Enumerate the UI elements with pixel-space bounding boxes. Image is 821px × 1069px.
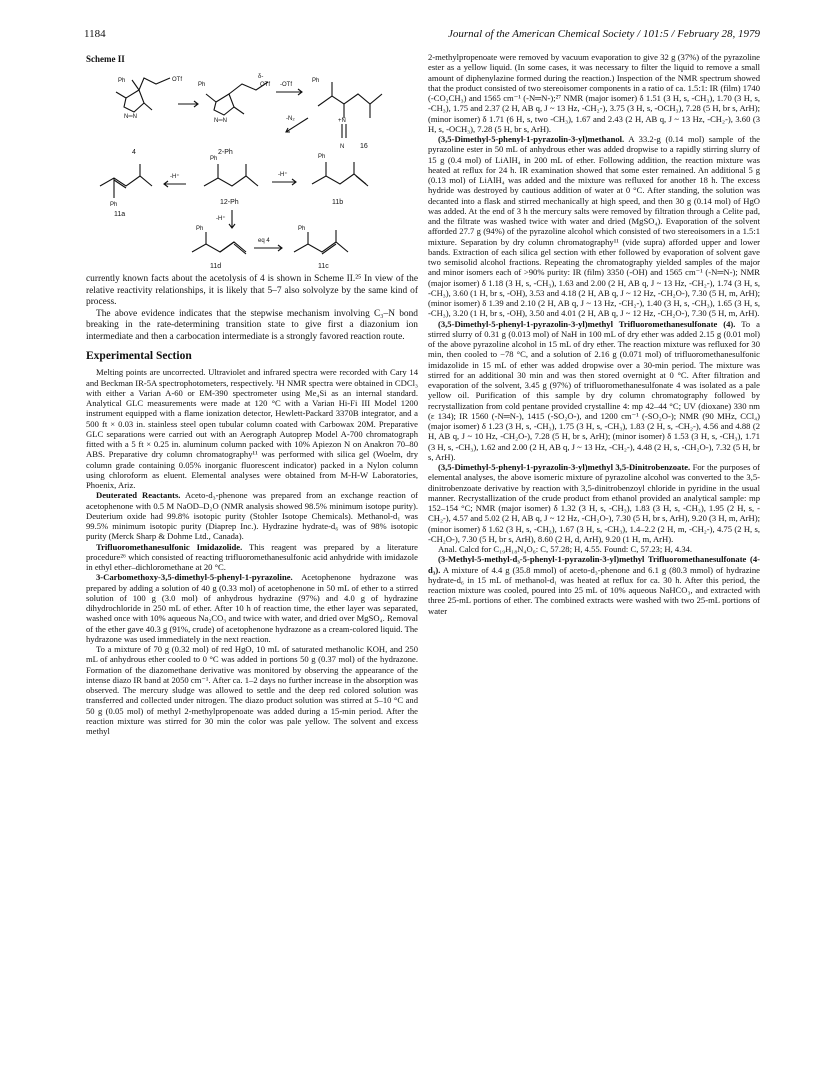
- paragraph-dinitrobenzoate: [428, 462, 760, 544]
- subheading-methanol: (3,5-Dimethyl-5-phenyl-1-pyrazolin-3-yl)methanol.: [438, 134, 625, 144]
- scheme-diagram: [86, 52, 418, 274]
- compound-2ph-structure: [206, 82, 268, 115]
- paragraph-general-methods: Melting points are uncorrected. Ultraviolet and infrared spectra were recorded with Cary 14 and Beckman IR-5A spectrophotometers, respectively. ¹H NMR spectra were obtained in CDCl₃ with either a Varian A-60 or EM-390 spectrometer using Me₄Si as an internal standard. Analytical GLC measurements were made at 120 °C with a Varian Hi-Fi III Model 1200 instrument equipped with a flame ionization detector, Hewlett-Packard 3370B integrator, and a 500 ft × 0.03 in. stainless steel open tubular column coated with Carbowax 20M. Preparative GLC separations were carried out with an Aerograph Autoprep Model A-700 chromatograph fitted with a 5 ft × 0.25 in. aluminum column packed with 10% Apiezon N on Anakron 70–80 ABS. Preparative dry column chromatography¹¹ was performed with silica gel (Woelm, dry column grade containing 0.05% inorganic fluorescent indicator) packed in a Nylon column using chloroform as eluent. Elemental analyses were obtained from M-H-W Laboratories, Phoenix, Ariz.: [86, 367, 418, 490]
- label-minus-h-2: -H⁺: [278, 172, 288, 178]
- compound-11a-structure: [100, 164, 152, 198]
- paragraph-mechanism: The above evidence indicates that the stepwise mechanism involving C₃–N bond breaking in the rate-determining transition state to give first a diazonium ion intermediate and then a carbocation intermediate is a strongly favored reaction route.: [86, 308, 418, 342]
- compound-12ph-structure: [204, 164, 258, 186]
- paragraph-deuterated-reactants: [86, 490, 418, 541]
- compound-11b-structure: [312, 162, 368, 186]
- reaction-scheme: [86, 52, 418, 274]
- paragraph-triflate: [428, 319, 760, 463]
- subheading-imidazolide: Trifluoromethanesulfonic Imidazolide.: [96, 541, 243, 552]
- label-compound-11d: 11d: [210, 263, 222, 270]
- running-header: [84, 28, 760, 44]
- page-number: 1184: [84, 28, 106, 40]
- label-minus-n2: -N₂: [286, 116, 295, 122]
- paragraph-pyrazoline-ester: [86, 572, 418, 644]
- paragraph-scheme-text: currently known facts about the acetolysis of 4 is shown in Scheme II.²⁵ In view of the relative reactivity relationships, it is likely that 5–7 also solvolyze by the same kind of process.: [86, 274, 418, 307]
- label-compound-12ph: 12-Ph: [220, 199, 239, 206]
- section-heading-experimental: Experimental Section: [86, 350, 192, 362]
- label-nn-2: N═N: [214, 118, 227, 124]
- journal-citation: Journal of the American Chemical Society / 101:5 / February 28, 1979: [447, 28, 760, 40]
- text-dinitrobenzoate: For the purposes of elemental analyses, the above isomeric mixture of pyrazoline alcohol was converted to the 3,5-dinitrobenzoate derivative by reaction with 3,5-dinitrobenzoyl chloride in pyridine in the usual manner. Recrystallization of the crude product from ethanol provided an analytical sample: mp 152–154 °C; NMR (major isomer) δ 1.32 (3 H, s, -CH₃), 1.83 (3 H, s, -CH₃), 1.95 (2 H, s, -CH₂-), 4.57 and 5.02 (2 H, AB q, J ~ 12 Hz, -CH₂O-), 7.30 (5 H, br s, ArH), 9.20 (3 H, m, ArH); (minor isomer) δ 1.62 (3 H, s, -CH₃), 1.67 (3 H, s, -CH₃), 1.4–2.2 (2 H, m, -CH₂-), 4.75 (2 H, s, -CH₂O-), 7.30 (5 H, br s, ArH), 8.60 (2 H, d, ArH), 9.20 (1 H, m, ArH).: [428, 462, 760, 544]
- compound-11d-structure: [192, 232, 246, 254]
- label-ph-8: Ph: [298, 226, 306, 232]
- label-otf-1: OTf: [172, 77, 182, 83]
- label-compound-11a: 11a: [114, 211, 126, 218]
- label-n-plus: +N: [338, 118, 346, 124]
- text-methanol: A 33.2-g (0.14 mol) sample of the pyrazoline ester in 50 mL of anhydrous ether was added dropwise to a rapidly stirring slurry of 15 g (0.4 mol) of LiAlH₄ in 200 mL of ether. Following addition, the reaction mixture was heated at reflux for 24 h. IR examination showed that some ester remained. An additional 5 g (0.13 mol) of LiAlH₄ was added and the mixture was refluxed for another 18 h. The excess hydride was destroyed by cautious addition of water at 0 °C. After standing, the solution was decanted into a flask and stirred mechanically at high speed, and then 30 g (0.14 mol) of HgO was added. At the end of 3 h the mercury salts were removed by filtration through a Celite pad, and the filtrate was washed twice with water and dried (MgSO₄). Evaporation of the solvent afforded 27.7 g (94%) of the pyrazoline alcohol which consisted of two stereoisomers in a 1.5:1 mixture. Separation by dry column chromatography¹¹ (vide supra) afforded upper and lower bands. Extraction of each silica gel section with ether followed by evaporation of solvent gave two semisolid alcohol fractions. Repeating the chromatography yielded samples of the major and minor isomers each of >90% purity: IR (film) 3350 (-OH) and 1565 cm⁻¹ (-N═N-); NMR (major isomer) δ 1.18 (3 H, s, -CH₃), 1.63 and 2.00 (2 H, AB q, J ~ 13 Hz, -CH₂-), 1.74 (3 H, s, -CH₃), 3.60 (1 H, br s, -OH), 3.53 and 4.18 (2 H, AB q, J ~ 12 Hz, -CH₂O-), 7.30 (5 H, m, ArH); (minor isomer) δ 1.39 and 2.10 (2 H, AB q, J ~ 13 Hz, -CH₂-), 1.40 (3 H, s, -CH₃), 1.65 (3 H, s, -CH₃), 3.20 (1 H, br s, -OH), 3.50 and 4.01 (2 H, AB q, J ~ 12 Hz, -CH₂O-), 7.30 (5 H, m, ArH).: [428, 134, 760, 319]
- label-nn-1: N═N: [124, 114, 137, 120]
- text-imidazolide: This reagent was prepared by a literature procedure²⁶ which consisted of reacting trifluoromethanesulfonic acid anhydride with imidazole in ethyl ether–dichloromethane at 20 °C.: [86, 541, 418, 572]
- subheading-pyrazoline-ester: 3-Carbomethoxy-3,5-dimethyl-5-phenyl-1-pyrazoline.: [96, 572, 293, 583]
- compound-11c-structure: [294, 230, 348, 254]
- label-minus-h-3: -H⁺: [216, 216, 226, 222]
- subheading-deuterated: Deuterated Reactants.: [96, 490, 181, 501]
- label-ph-5: Ph: [210, 156, 218, 162]
- scheme-title: Scheme II: [86, 54, 125, 64]
- paragraph-diazo-reaction: To a mixture of 70 g (0.32 mol) of red HgO, 10 mL of saturated methanolic KOH, and 250 mL of anhydrous ether cooled to 0 °C was added in portions 50 g (0.37 mol) of the hydrazone. Formation of the diazomethane derivative was monitored by observing the appearance of the intense diazo IR band at 2050 cm⁻¹. After ca. 1–2 days no further increase in the absorption was observed. The mercury sludge was allowed to settle and the deep red colored solution was transferred and collected under nitrogen. The diazo product solution was stirred at 5–10 °C and 50 g (0.05 mol) of methyl 2-methylpropenoate was added during a 15-min period. After the reaction mixture was stirred for 30 min the color was pale yellow. The solvent and excess methyl: [86, 644, 418, 736]
- label-ph-3: Ph: [312, 78, 320, 84]
- label-minus-otf: -OTf: [280, 82, 292, 88]
- label-ph-7: Ph: [196, 226, 204, 232]
- compound-16-structure: [318, 82, 382, 138]
- label-otf-2: OTf: [260, 82, 270, 88]
- paragraph-analysis: Anal. Calcd for C₁₉H₁₈N₄O₆: C, 57.28; H, 4.55. Found: C, 57.23; H, 4.34.: [438, 544, 693, 554]
- label-compound-4: 4: [132, 149, 136, 156]
- label-compound-11c: 11c: [318, 263, 329, 270]
- label-compound-2ph: 2-Ph: [218, 149, 233, 156]
- label-minus-h-1: -H⁺: [170, 174, 180, 180]
- right-column: [428, 52, 760, 616]
- subheading-dinitrobenzoate: (3,5-Dimethyl-5-phenyl-1-pyrazolin-3-yl)methyl 3,5-Dinitrobenzoate.: [438, 462, 691, 472]
- label-ph-1: Ph: [118, 78, 126, 84]
- label-eq4: eq 4: [258, 238, 270, 244]
- paragraph-ester-continued: 2-methylpropenoate were removed by vacuum evaporation to give 32 g (37%) of the pyrazoline ester as a yellow liquid. (In some cases, it was necessary to filter the liquid to remove a small amount of diphenylazine formed during the reaction.) Inspection of the NMR spectrum showed that the product consisted of two stereoisomer components in a ratio of ca. 1.5:1: IR (film) 1740 (-CO₂CH₃) and 1565 cm⁻¹ (-N═N-);²⁷ NMR (major isomer) δ 1.51 (3 H, s, -CH₃), 1.70 (3 H, s, -CH₃), 1.75 and 2.37 (2 H, AB q, J ~ 13 Hz, -CH₂-), 3.75 (3 H, s, -OCH₃), 7.28 (5 H, br s, ArH); (minor isomer) δ 1.71 (6 H, s, two -CH₃), 1.67 and 2.43 (2 H, AB q, J ~ 13 Hz, -CH₂-), 3.60 (3 H, s, -OCH₃), 7.28 (5 H, br s, ArH).: [428, 52, 760, 134]
- label-ph-6: Ph: [318, 154, 326, 160]
- left-column: [86, 52, 418, 736]
- label-n-bottom: N: [340, 144, 345, 150]
- subheading-d3-triflate: (3-Methyl-5-methyl-d₃-5-phenyl-1-pyrazolin-3-yl)methyl Trifluoromethanesulfonate (4-d₃).: [428, 554, 760, 575]
- text-pyrazoline-ester: Acetophenone hydrazone was prepared by adding a solution of 40 g (0.33 mol) of acetophenone in 50 mL of ether to a stirred solution of 100 g (3.0 mol) of anhydrous hydrazine (97%) and 4.0 g of hydrazine dihydrochloride in 250 mL of ether. After 10 h of reaction time, the ether layer was separated, washed once with 10% aqueous Na₂CO₃ and twice with water, and dried over MgSO₄. Removal of the ether gave 40.3 g (91%, crude) of acetophenone hydrazone as a cream-colored liquid. The hydrazone was used immediately in the next reaction.: [86, 572, 418, 644]
- paragraph-d3-triflate: [428, 554, 760, 616]
- text-deuterated: Aceto-d₃-phenone was prepared from an exchange reaction of acetophenone with 0.5 M NaOD–D₂O (NMR analysis showed 98.5% minimum isotope purity). Deuterium oxide had 99.8% isotopic purity (Stohler Isotope Chemicals). Methanol-d₁ was 99.5% minimum isotopic purity (Diaprep Inc.). Hydrazine hydrate-d₆ was of 98% isotopic purity (Merck Sharp & Dohme Ltd., Canada).: [86, 490, 418, 542]
- label-ph-4: Ph: [110, 202, 118, 208]
- label-compound-16: 16: [360, 143, 368, 150]
- paragraph-imidazolide: [86, 542, 418, 573]
- subheading-triflate: (3,5-Dimethyl-5-phenyl-1-pyrazolin-3-yl)methyl Trifluoromethanesulfonate (4).: [438, 318, 736, 329]
- text-triflate: To a stirred slurry of 0.31 g (0.013 mol) of NaH in 100 mL of dry ether was added 2.15 g (0.01 mol) of the above pyrazoline alcohol in 15 mL of dry ether. The reaction mixture was refluxed for 30 min, then cooled to −78 °C, and a solution of 2.16 g (0.071 mol) of trifluoromethanesulfonic imidazolide in 15 mL of ether was added dropwise over a 30-min period. The mixture was stirred for an additional 30 min and was then stored overnight at 0 °C. After filtration and evaporation of the solvent, 3.45 g (97%) of trifluoromethanesulfonate 4 was isolated as a pale yellow oil. Purification of this sample by dry column chromatography followed by recrystallization from cold pentane provided crystalline 4: mp 42–44 °C; UV (dioxane) 330 nm (ε 134); IR 1560 (-N═N-), 1415 (-SO₂O-), and 1200 cm⁻¹ (-SO₂O-); NMR (90 MHz, CCl₄) (major isomer) δ 1.23 (3 H, s, -CH₃), 1.75 (3 H, s, -CH₃), 1.83 (2 H, s, -CH₂-), 4.56 and 4.88 (2 H, AB q, J ~ 10 Hz, -CH₂O-), 7.28 (5 H, br s, ArH); (minor isomer) δ 1.53 (3 H, s, -CH₃), 1.71 (3 H, s, -CH₃), 1.62 and 2.00 (2 H, AB q, J ~ 13 Hz, -CH₂-), 4.48 (2 H, s, -CH₂O-), 7.32 (5 H, br s, ArH).: [428, 318, 760, 462]
- paragraph-methanol: [428, 134, 760, 319]
- label-ph-2: Ph: [198, 82, 206, 88]
- text-d3-triflate: A mixture of 4.4 g (35.8 mmol) of aceto-d₃-phenone and 6.1 g (80.3 mmol) of hydrazine hydrate-d₆ in 15 mL of methanol-d₁ was heated at reflux for ca. 30 h. After this period, the reaction mixture was cooled, poured into 25 mL of 10% aqueous NaHCO₃, and extracted with three 25-mL portions of ether. The combined extracts were washed with two 25-mL portions of water: [428, 564, 760, 616]
- label-compound-11b: 11b: [332, 199, 344, 206]
- label-delta-minus: δ-: [258, 74, 264, 80]
